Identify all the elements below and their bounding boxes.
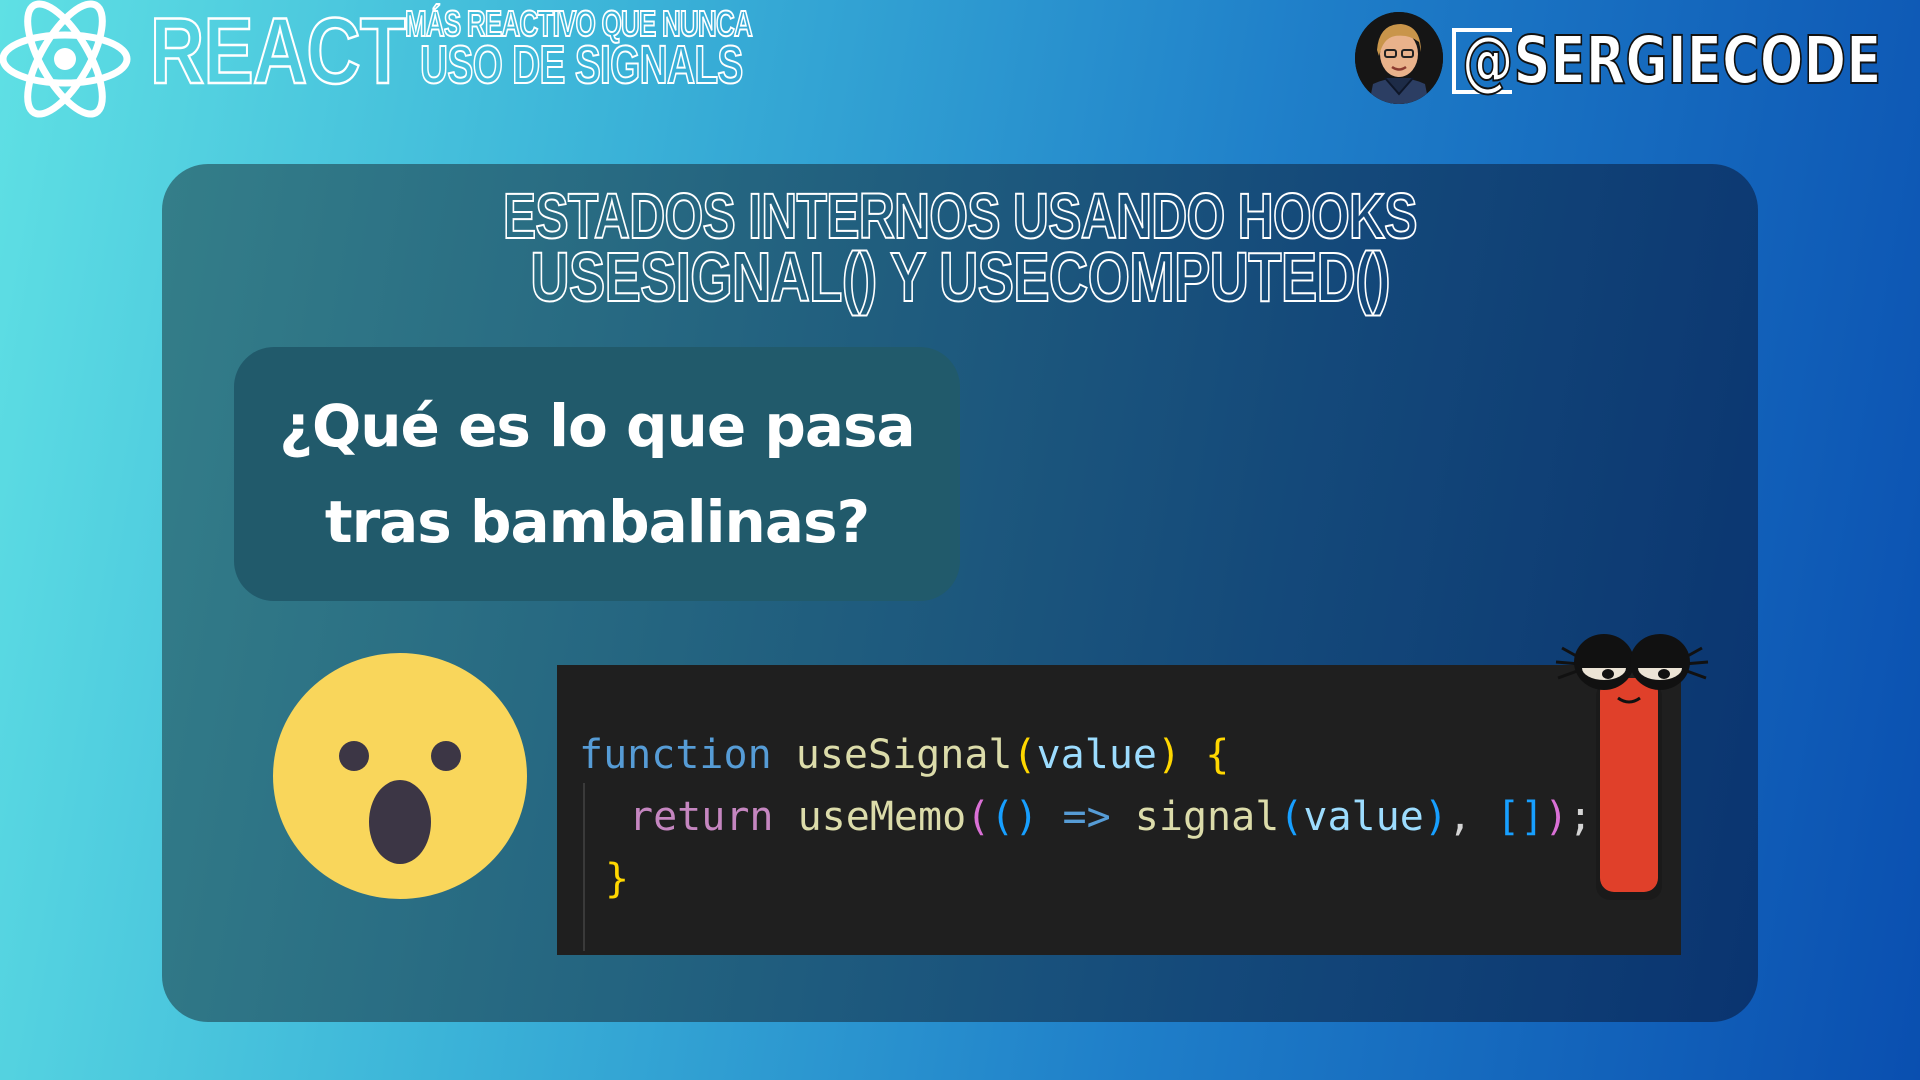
code-paren-close: ) [1157, 732, 1182, 778]
indent-guide [583, 783, 585, 951]
author-handle [1452, 22, 1884, 99]
signal-mascot-icon [1552, 622, 1712, 902]
code-param: value [1303, 794, 1424, 840]
code-paren-close: ) [1544, 794, 1569, 840]
question-text: ¿Qué es lo que pasa tras bambalinas? [279, 392, 915, 556]
code-paren-open: ( [1279, 794, 1304, 840]
code-line-2 [629, 794, 1593, 840]
code-paren-close: ) [1423, 794, 1448, 840]
code-inner-parens: () [990, 794, 1039, 840]
handle-text: @SERGIECODE [1462, 22, 1882, 99]
code-brace-close: } [605, 856, 630, 902]
surprised-face-icon [272, 652, 528, 900]
code-line-1 [579, 732, 1230, 778]
react-logo-icon [0, 0, 135, 124]
brand-title: REACT [150, 0, 406, 103]
code-paren-open: ( [1012, 732, 1037, 778]
code-panel [557, 665, 1681, 955]
code-param: value [1036, 732, 1158, 778]
code-paren-open: ( [966, 794, 991, 840]
code-call-usememo: useMemo [797, 794, 967, 840]
subtitle-line-1: MÁS REACTIVO QUE NUNCA [405, 3, 753, 44]
code-arrow: => [1062, 794, 1111, 840]
code-keyword-return: return [629, 794, 774, 840]
subtitle-line-2: USO DE SIGNALS [420, 35, 743, 95]
code-array: [] [1496, 794, 1545, 840]
card-heading-line-2-text: USESIGNAL() Y USECOMPUTED() [530, 238, 1390, 316]
card-heading-line-2 [162, 238, 1758, 316]
author-avatar [1355, 12, 1443, 104]
code-call-signal: signal [1134, 794, 1280, 840]
code-semicolon: ; [1568, 794, 1593, 840]
main-card [162, 164, 1758, 1022]
question-box [234, 347, 960, 601]
code-keyword-function: function [579, 732, 772, 778]
card-heading-line-1-text: ESTADOS INTERNOS USANDO HOOKS [503, 180, 1417, 252]
code-comma: , [1447, 794, 1472, 840]
code-function-name: useSignal [795, 732, 1013, 778]
code-line-3 [605, 856, 630, 902]
code-brace-open: { [1205, 732, 1230, 778]
